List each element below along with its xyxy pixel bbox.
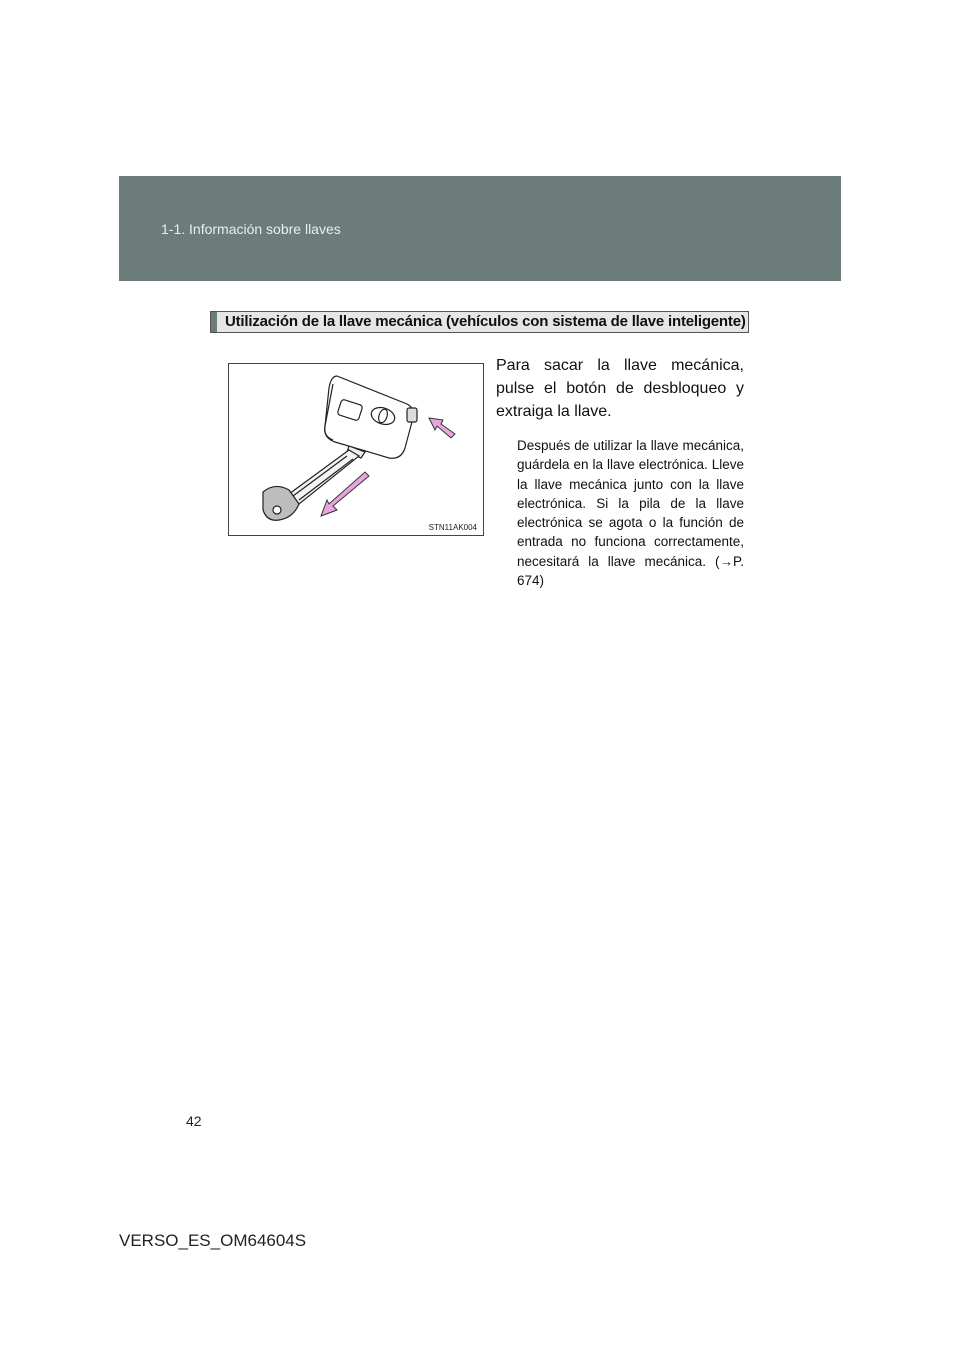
subheading-box bbox=[210, 311, 749, 333]
subheading-title: Utilización de la llave mecánica (vehículos con sistema de llave inteligente) bbox=[225, 313, 746, 330]
subheading-accent-bar bbox=[211, 312, 217, 332]
section-title: 1-1. Información sobre llaves bbox=[161, 221, 341, 237]
header-band bbox=[119, 176, 841, 281]
document-code: VERSO_ES_OM64604S bbox=[119, 1231, 307, 1250]
key-illustration bbox=[228, 363, 484, 536]
key-fob-icon bbox=[325, 376, 417, 458]
figure-code: STN11AK004 bbox=[428, 523, 477, 532]
page-number: 42 bbox=[186, 1113, 202, 1129]
mechanical-key-icon bbox=[263, 450, 359, 520]
smart-key-drawing bbox=[229, 364, 485, 537]
instruction-text: Para sacar la llave mecánica, pulse el botón de desbloqueo y extraiga la llave. bbox=[496, 357, 744, 420]
note-text: Después de utilizar la llave mecánica, guárdela en la llave electrónica. Lleve la llave mecánica junto con la llave electrónica. Si la pila de la llave electrónica se agota o la función de entrada no funciona correctamente, necesitará la llave mecánica. (→P. 674) bbox=[517, 438, 744, 589]
